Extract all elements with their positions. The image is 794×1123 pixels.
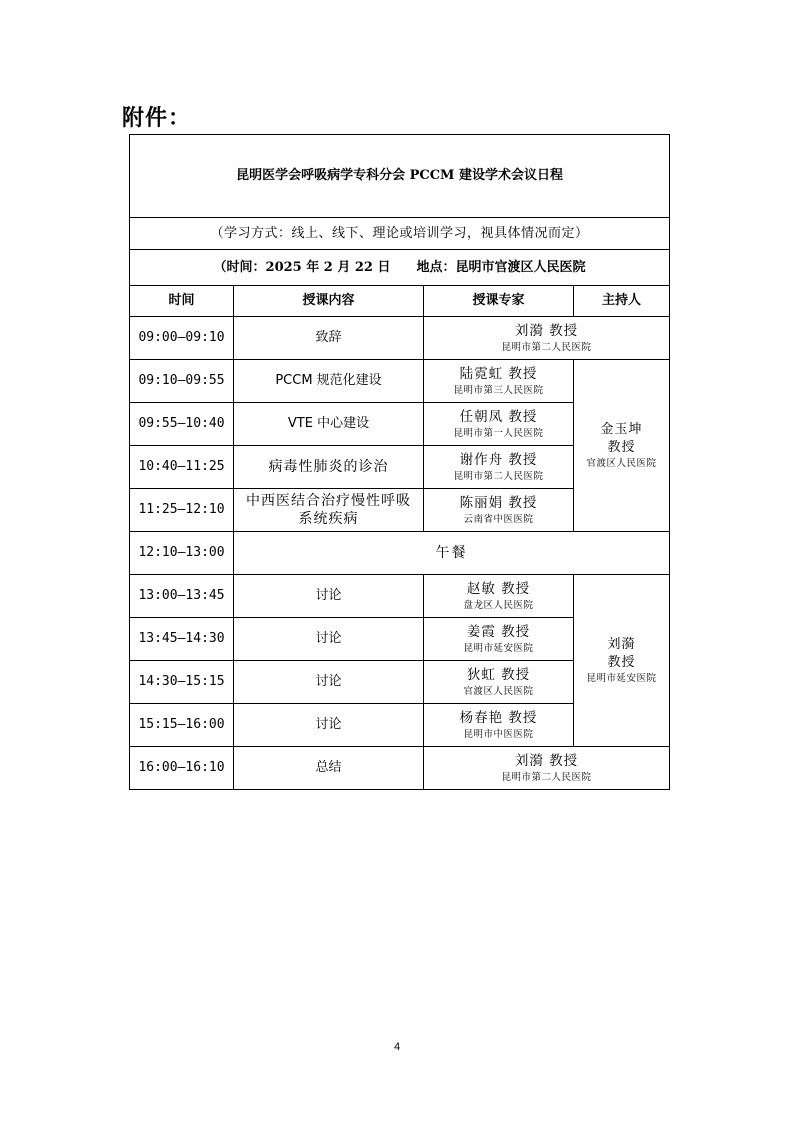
expert-hospital: 盘龙区人民医院 [463, 599, 534, 611]
attachment-label: 附件： [122, 106, 192, 131]
header-time: 时间 [130, 286, 234, 317]
lunch-break: 午餐 [234, 532, 670, 575]
table-row [130, 532, 670, 575]
session-expert [424, 446, 574, 489]
header-host: 主持人 [574, 286, 670, 317]
host-cell-morning [574, 360, 670, 532]
expert-hospital: 昆明市第二人民医院 [501, 771, 592, 783]
expert-hospital: 官渡区人民医院 [463, 685, 534, 697]
session-content: PCCM 规范化建设 [234, 360, 424, 403]
session-expert [424, 747, 670, 790]
expert-hospital: 昆明市第二人民医院 [453, 470, 544, 482]
session-time: 13:45—14:30 [130, 618, 234, 661]
session-time: 13:00—13:45 [130, 575, 234, 618]
expert-hospital: 昆明市第二人民医院 [501, 341, 592, 353]
expert-name: 狄虹 教授 [466, 666, 531, 683]
host-name: 刘漪 [607, 636, 636, 652]
table-row [130, 575, 670, 618]
session-time: 14:30—15:15 [130, 661, 234, 704]
study-mode-note: （学习方式：线上、线下、理论或培训学习，视具体情况而定） [130, 218, 670, 250]
session-time: 15:15—16:00 [130, 704, 234, 747]
session-content: 讨论 [234, 704, 424, 747]
header-expert: 授课专家 [424, 286, 574, 317]
session-content: 讨论 [234, 618, 424, 661]
session-content: 讨论 [234, 661, 424, 704]
host-title: 教授 [607, 654, 636, 670]
host-hospital: 昆明市延安医院 [586, 672, 657, 684]
session-time: 09:55—10:40 [130, 403, 234, 446]
place-label: 地点：昆明市官渡区人民医院 [416, 259, 586, 275]
session-content: 总结 [234, 747, 424, 790]
session-time: 12:10—13:00 [130, 532, 234, 575]
table-row [130, 317, 670, 360]
expert-hospital: 云南省中医医院 [463, 513, 534, 525]
expert-hospital: 昆明市第三人民医院 [453, 384, 544, 396]
session-time: 10:40—11:25 [130, 446, 234, 489]
expert-name: 陈丽娟 教授 [459, 494, 538, 511]
session-expert [424, 661, 574, 704]
schedule-table [129, 134, 670, 790]
expert-name: 姜霞 教授 [466, 623, 531, 640]
header-content: 授课内容 [234, 286, 424, 317]
session-time: 11:25—12:10 [130, 489, 234, 532]
session-time: 09:10—09:55 [130, 360, 234, 403]
expert-hospital: 昆明市第一人民医院 [453, 427, 544, 439]
host-title: 教授 [607, 439, 636, 455]
session-expert [424, 618, 574, 661]
host-hospital: 官渡区人民医院 [586, 457, 657, 469]
session-content: 病毒性肺炎的诊治 [234, 446, 424, 489]
page-number: 4 [393, 1041, 401, 1053]
session-content: VTE 中心建设 [234, 403, 424, 446]
host-name: 金玉坤 [600, 421, 643, 437]
header-row [130, 286, 670, 317]
session-content: 中西医结合治疗慢性呼吸系统疾病 [234, 489, 424, 532]
expert-name: 杨春艳 教授 [459, 709, 538, 726]
expert-name: 谢作舟 教授 [459, 451, 538, 468]
session-content: 致辞 [234, 317, 424, 360]
session-time: 09:00—09:10 [130, 317, 234, 360]
table-row [130, 360, 670, 403]
expert-name: 刘漪 教授 [514, 322, 579, 339]
expert-name: 任朝凤 教授 [459, 408, 538, 425]
session-expert [424, 403, 574, 446]
session-expert [424, 575, 574, 618]
expert-hospital: 昆明市中医医院 [463, 728, 534, 740]
host-cell-afternoon [574, 575, 670, 747]
session-time: 16:00—16:10 [130, 747, 234, 790]
time-place-row [130, 250, 670, 286]
session-content: 讨论 [234, 575, 424, 618]
session-expert [424, 360, 574, 403]
session-expert [424, 704, 574, 747]
expert-name: 刘漪 教授 [514, 752, 579, 769]
expert-name: 陆霓虹 教授 [459, 365, 538, 382]
expert-name: 赵敏 教授 [466, 580, 531, 597]
time-label: （时间：2025 年 2 月 22 日 [213, 259, 391, 275]
schedule-title: 昆明医学会呼吸病学专科分会 PCCM 建设学术会议日程 [130, 135, 670, 218]
expert-hospital: 昆明市延安医院 [463, 642, 534, 654]
session-expert [424, 489, 574, 532]
session-expert [424, 317, 670, 360]
table-row [130, 747, 670, 790]
